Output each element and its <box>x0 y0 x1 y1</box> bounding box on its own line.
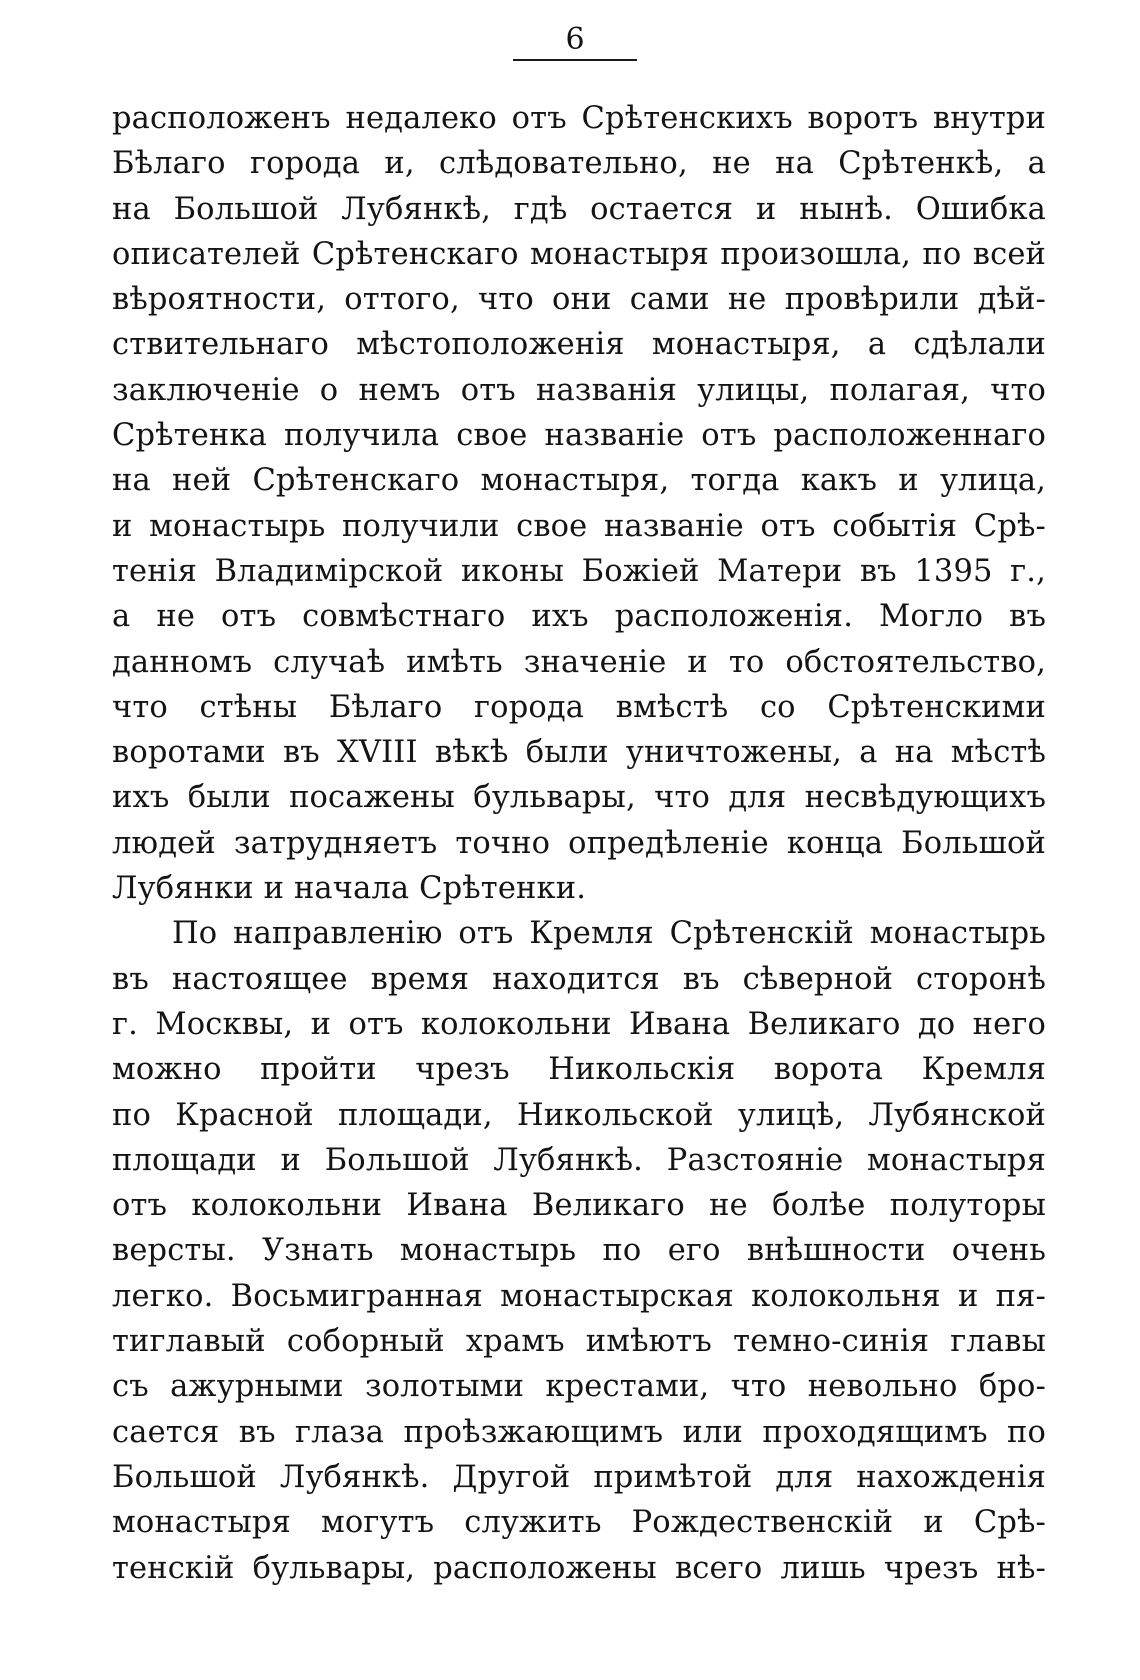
text-line: площади и Большой Лубянкѣ. Разстояніе монастыря <box>112 1142 1046 1178</box>
text-line: г. Москвы, и отъ колокольни Ивана Великаго до него <box>112 1006 1046 1042</box>
text-line: въ настоящее время находится въ сѣверной сторонѣ <box>112 961 1046 997</box>
text-line: а не отъ совмѣстнаго ихъ расположенія. Могло въ <box>112 599 1046 635</box>
text-line: ствительнаго мѣстоположенія монастыря, а сдѣлали <box>112 327 1046 363</box>
text-line: тиглавый соборный храмъ имѣютъ темно-синія главы <box>112 1324 1046 1360</box>
text-line: легко. Восьмигранная монастырская колокольня и пя- <box>112 1278 1046 1314</box>
text-line: ихъ были посажены бульвары, что для несвѣдующихъ <box>112 780 1046 816</box>
text-line: и монастырь получили свое названіе отъ событія Срѣ- <box>112 508 1046 544</box>
text-line: вѣроятности, оттого, что они сами не провѣрили дѣй- <box>112 282 1046 318</box>
body-text <box>112 96 1046 1591</box>
paragraph <box>112 911 1046 1590</box>
text-line: Бѣлаго города и, слѣдовательно, не на Срѣтенкѣ, а <box>112 146 1046 182</box>
text-line: воротами въ XVIII вѣкѣ были уничтожены, а на мѣстѣ <box>112 735 1046 771</box>
text-line: заключеніе о немъ отъ названія улицы, полагая, что <box>112 372 1046 408</box>
text-line: монастыря могутъ служить Рождественскій и Срѣ- <box>112 1505 1046 1541</box>
text-line: что стѣны Бѣлаго города вмѣстѣ со Срѣтенскими <box>112 689 1046 725</box>
text-line: тенія Владимірской иконы Божіей Матери въ 1395 г., <box>112 553 1046 589</box>
text-line: Срѣтенка получила свое названіе отъ расположеннаго <box>112 418 1046 454</box>
text-line: версты. Узнать монастырь по его внѣшности очень <box>112 1233 1046 1269</box>
page-header <box>510 22 640 61</box>
text-line: на ней Срѣтенскаго монастыря, тогда какъ и улица, <box>112 463 1046 499</box>
page-number: 6 <box>565 22 585 57</box>
text-line: съ ажурными золотыми крестами, что невольно бро- <box>112 1369 1046 1405</box>
text-line: сается въ глаза проѣзжающимъ или проходящимъ по <box>112 1414 1046 1450</box>
text-line: на Большой Лубянкѣ, гдѣ остается и нынѣ. Ошибка <box>112 191 1046 227</box>
text-line: Лубянки и начала Срѣтенки. <box>112 871 587 907</box>
text-line: по Красной площади, Никольской улицѣ, Лубянской <box>112 1097 1046 1133</box>
text-line: можно пройти чрезъ Никольскія ворота Кремля <box>112 1052 1046 1088</box>
text-line: описателей Срѣтенскаго монастыря произошла, по всей <box>112 236 1046 272</box>
text-line: По направленію отъ Кремля Срѣтенскій монастырь <box>172 916 1046 952</box>
text-line: тенскій бульвары, расположены всего лишь чрезъ нѣ- <box>112 1550 1046 1586</box>
text-line: расположенъ недалеко отъ Срѣтенскихъ воротъ внутри <box>112 101 1046 136</box>
text-line: людей затрудняетъ точно опредѣленіе конца Большой <box>112 825 1046 861</box>
page-number-rule <box>513 59 637 61</box>
paragraph <box>112 96 1046 911</box>
text-line: отъ колокольни Ивана Великаго не болѣе полуторы <box>112 1188 1046 1224</box>
text-line: Большой Лубянкѣ. Другой примѣтой для нахожденія <box>112 1459 1046 1495</box>
text-line: данномъ случаѣ имѣть значеніе и то обстоятельство, <box>112 644 1046 680</box>
